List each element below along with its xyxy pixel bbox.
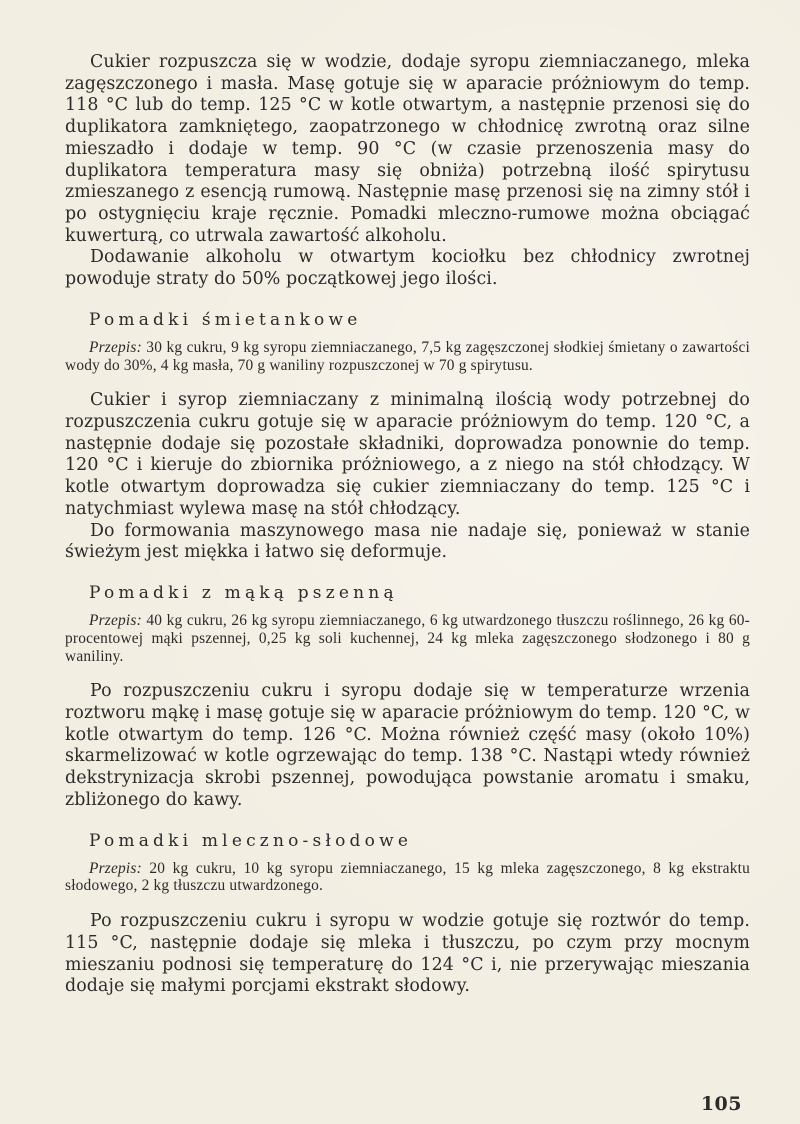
body-paragraph: Dodawanie alkoholu w otwartym kociołku bez chłodnicy zwrotnej powoduje straty do 50% początkowej jego ilości. [65,247,750,290]
section-heading: Pomadki mleczno-słodowe [89,830,413,851]
recipe-text: 20 kg cukru, 10 kg syropu ziemniaczanego, 15 kg mleka zagęszczonego, 8 kg ekstraktu słodowego, 2 kg tłuszczu utwardzonego. [65,859,750,895]
recipe-label: Przepis: [89,859,142,877]
recipe-text: 40 kg cukru, 26 kg syropu ziemniaczanego, 6 kg utwardzonego tłuszczu roślinnego, 26 kg 60-procentowej mąki pszennej, 0,25 kg soli kuchennej, 24 kg mleka zagęszczonego słodzonego i 80 g waniliny. [65,611,750,665]
body-paragraph: Po rozpuszczeniu cukru i syropu dodaje się w temperaturze wrzenia roztworu mąkę i masę gotuje się w aparacie próżniowym do temp. 120 °C, w kotle otwartym do temp. 126 °C. Można również część masy (około 10%) skarmelizować w kotle ogrzewając do temp. 138 °C. Nastąpi wtedy również dekstrynizacja skrobi pszennej, powodująca powstanie aromatu i smaku, zbliżonego do kawy. [65,681,750,810]
recipe [65,860,750,896]
recipe [65,612,750,665]
body-paragraph: Po rozpuszczeniu cukru i syropu w wodzie gotuje się roztwór do temp. 115 °C, następnie dodaje się mleka i tłuszczu, po czym przy mocnym mieszaniu podnosi się temperaturę do 124 °C i, nie przerywając mieszania dodaje się małymi porcjami ekstrakt słodowy. [65,911,750,997]
recipe-label: Przepis: [89,611,142,629]
recipe-text: 30 kg cukru, 9 kg syropu ziemniaczanego, 7,5 kg zagęszczonej słodkiej śmietany o zawartości wody do 30%, 4 kg masła, 70 g waniliny rozpuszczonej w 70 g spirytusu. [65,338,750,374]
body-paragraph: Do formowania maszynowego masa nie nadaje się, ponieważ w stanie świeżym jest miękka i łatwo się deformuje. [65,520,750,563]
page-number: 105 [700,1093,742,1115]
section-pomadki-mleczno-slodowe [65,830,750,998]
section-heading: Pomadki z mąką pszenną [89,582,398,603]
recipe [65,339,750,375]
intro-section [65,52,750,291]
section-pomadki-smietankowe [65,309,750,564]
section-pomadki-z-maka-pszenna [65,582,750,812]
recipe-label: Przepis: [89,338,142,356]
body-paragraph: Cukier rozpuszcza się w wodzie, dodaje syropu ziemniaczanego, mleka zagęszczonego i masła. Masę gotuje się w aparacie próżniowym do temp. 118 °C lub do temp. 125 °C w kotle otwartym, a następnie przenosi się do duplikatora zamkniętego, zaopatrzonego w chłodnicę zwrotną oraz silne mieszadło i dodaje w temp. 90 °C (w czasie przenoszenia masy do duplikatora temperatura masy się obniża) potrzebną ilość spirytusu zmieszanego z esencją rumową. Następnie masę przenosi się na zimny stół i po ostygnięciu kraje ręcznie. Pomadki mleczno-rumowe można obciągać kuwerturą, co utrwala zawartość alkoholu. [65,52,750,246]
body-paragraph: Cukier i syrop ziemniaczany z minimalną ilością wody potrzebnej do rozpuszczenia cukru gotuje się w aparacie próżniowym do temp. 120 °C, a następnie dodaje się pozostałe składniki, doprowadza ponownie do temp. 120 °C i kieruje do zbiornika próżniowego, a z niego na stół chłodzący. W kotle otwartym doprowadza się cukier ziemniaczany do temp. 125 °C i natychmiast wylewa masę na stół chłodzący. [65,390,750,519]
section-heading: Pomadki śmietankowe [89,309,362,330]
